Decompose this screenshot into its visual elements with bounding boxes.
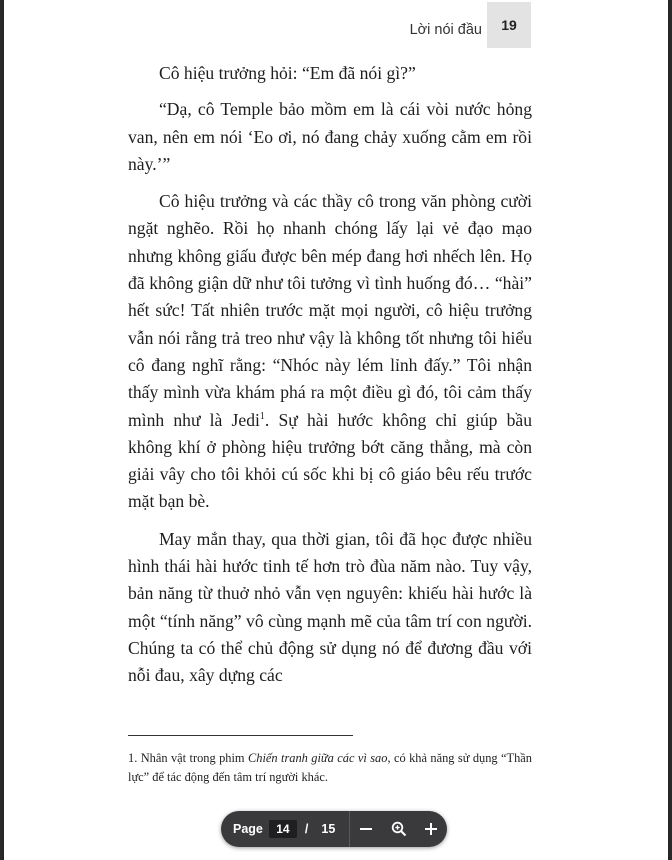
footnote-marker: 1	[259, 410, 265, 422]
page-separator: /	[304, 822, 309, 836]
paragraph: May mắn thay, qua thời gian, tôi đã học được nhiều hình thái hài hước tinh tế hơn trò đùa năm nào. Tuy vậy, bản năng từ thuở nhỏ vẫn vẹn nguyên: khiếu hài hước là một “tính năng” vô cùng mạnh mẽ của tâm trí con người. Chúng ta có thể chủ động sử dụng nó để đương đầu với nỗi đau, xây dựng các	[128, 528, 532, 686]
paragraph: “Dạ, cô Temple bảo mồm em là cái vòi nước hỏng van, nên em nói ‘Eo ơi, nó đang chảy xuống cằm em rồi này.’”	[128, 99, 532, 174]
page-label: Page	[233, 822, 263, 836]
paragraph: Cô hiệu trưởng hỏi: “Em đã nói gì?”	[159, 63, 416, 83]
page-number: 19	[487, 2, 531, 48]
footnote-film-title: Chiến tranh giữa các vì sao	[247, 751, 388, 765]
magnifier-icon	[391, 821, 407, 837]
paragraph-text: . Sự hài hước không chỉ giúp bầu không khí ở phòng hiệu trưởng bớt căng thẳng, mà còn giải vây cho tôi khỏi cú sốc khi bị cô giáo bêu rếu trước mặt bạn bè.	[128, 409, 532, 512]
plus-icon	[424, 822, 438, 836]
current-page-input[interactable]	[269, 820, 297, 838]
footnote-divider	[128, 735, 353, 736]
running-header-title: Lời nói đầu	[409, 22, 482, 38]
minus-icon	[359, 822, 373, 836]
footnote	[128, 749, 532, 787]
paragraph	[128, 188, 532, 516]
footnote-suffix: , có khả năng sử dụng “Thần lực” để tác động đến tâm trí người khác.	[128, 751, 532, 784]
footnote-prefix: 1. Nhân vật trong phim	[128, 751, 248, 765]
pdf-page-toolbar	[221, 811, 447, 847]
zoom-button[interactable]	[383, 811, 415, 847]
zoom-out-button[interactable]	[350, 811, 382, 847]
body-text	[128, 60, 532, 700]
zoom-in-button[interactable]	[415, 811, 447, 847]
paragraph-text: Cô hiệu trưởng và các thầy cô trong văn phòng cười ngặt nghẽo. Rồi họ nhanh chóng lấy lại vẻ đạo mạo nhưng không giấu được bên mép đang hơi nhếch lên. Họ đã không giận dữ như tôi tưởng vì tình huống đó… “hài” hết sức! Tất nhiên trước mặt mọi người, cô hiệu trưởng vẫn nói rằng trả treo như vậy là không tốt nhưng tôi hiểu cô đang nghĩ rằng: “Nhóc này lém lỉnh đấy.” Tôi nhận thấy mình vừa khám phá ra một điều gì đó, tôi cảm thấy mình như là Jedi	[128, 191, 532, 430]
total-pages: 15	[321, 822, 336, 836]
document-page	[4, 0, 668, 860]
